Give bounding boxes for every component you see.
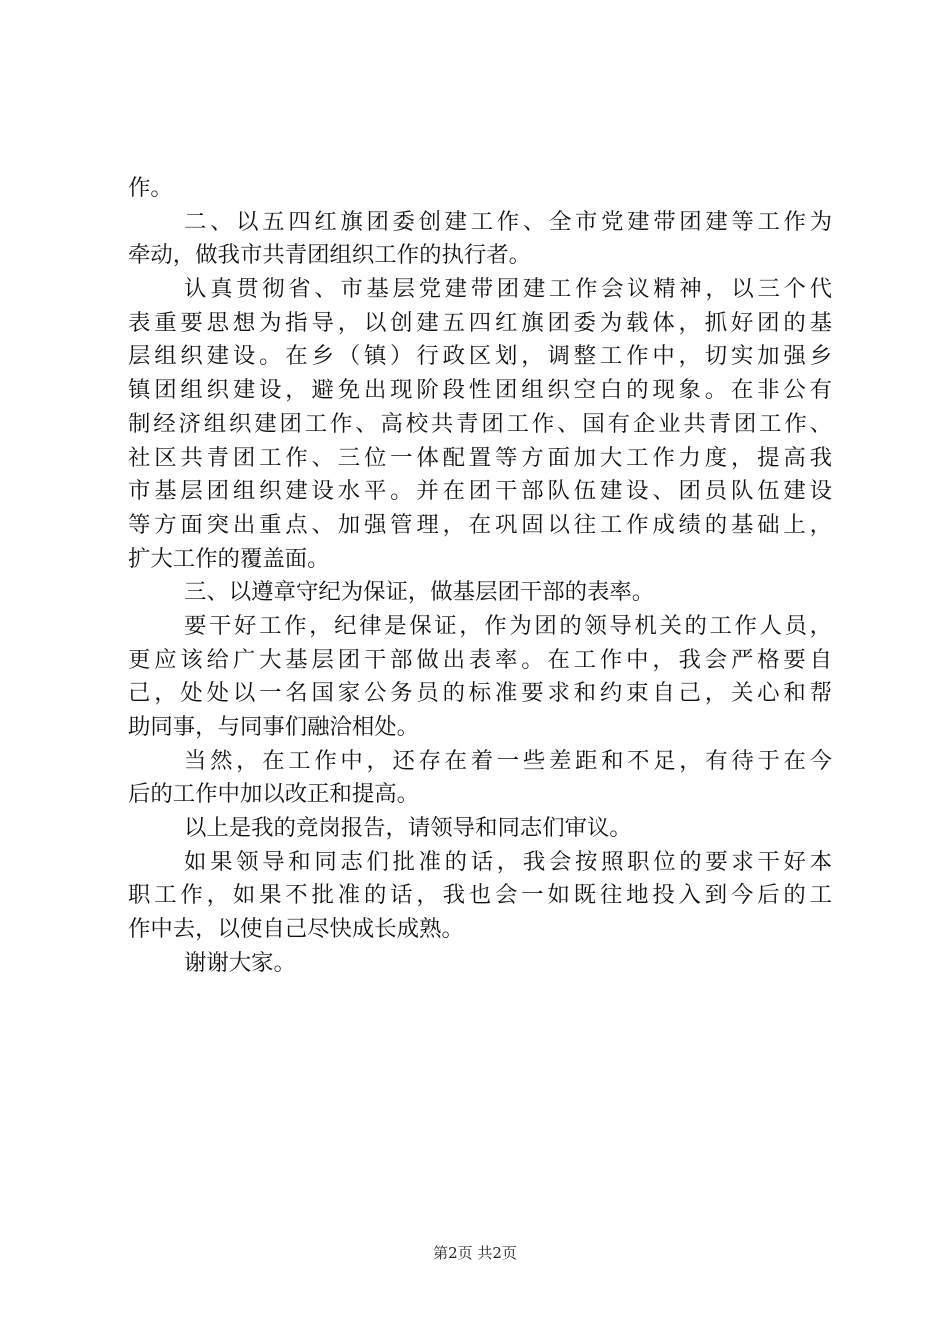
- paragraph-line: 后的工作中加以改正和提高。: [128, 781, 420, 808]
- paragraph-line: 职工作，如果不批准的话，我也会一如既往地投入到今后的工: [128, 882, 832, 909]
- paragraph-line: 助同事，与同事们融洽相处。: [128, 714, 420, 740]
- section-heading-line: 牵动，做我市共青团组织工作的执行者。: [128, 242, 532, 269]
- paragraph-line: 扩大工作的覆盖面。: [128, 545, 330, 572]
- paragraph-line: 更应该给广大基层团干部做出表率。在工作中，我会严格要自: [128, 646, 832, 673]
- document-body: [128, 172, 832, 981]
- page-footer: 第2页 共2页: [433, 1244, 517, 1262]
- paragraph-line: 当然，在工作中，还存在着一些差距和不足，有待于在今: [184, 747, 832, 774]
- paragraph-line: 认真贯彻省、市基层党建带团建工作会议精神，以三个代: [184, 276, 832, 303]
- paragraph-line: 等方面突出重点、加强管理，在巩固以往工作成绩的基础上，: [128, 511, 832, 538]
- paragraph-line: 作中去，以使自己尽快成长成熟。: [128, 916, 464, 943]
- paragraph-line: 社区共青团工作、三位一体配置等方面加大工作力度，提高我: [128, 444, 832, 471]
- paragraph-line: 己，处处以一名国家公务员的标准要求和约束自己，关心和帮: [128, 680, 832, 707]
- paragraph-line: 作。: [128, 175, 173, 201]
- paragraph-line: 表重要思想为指导，以创建五四红旗团委为载体，抓好团的基: [128, 309, 832, 336]
- closing-line: 谢谢大家。: [184, 949, 296, 976]
- paragraph-line: 以上是我的竞岗报告，请领导和同志们审议。: [184, 815, 632, 842]
- paragraph-line: 要干好工作，纪律是保证，作为团的领导机关的工作人员，: [184, 612, 832, 639]
- section-heading-line: 二、以五四红旗团委创建工作、全市党建带团建等工作为: [184, 208, 832, 235]
- paragraph-line: 层组织建设。在乡（镇）行政区划，调整工作中，切实加强乡: [128, 343, 832, 370]
- paragraph-line: 制经济组织建团工作、高校共青团工作、国有企业共青团工作、: [128, 410, 832, 437]
- paragraph-line: 如果领导和同志们批准的话，我会按照职位的要求干好本: [184, 848, 832, 875]
- paragraph-line: 镇团组织建设，避免出现阶段性团组织空白的现象。在非公有: [128, 377, 832, 404]
- paragraph-line: 市基层团组织建设水平。并在团干部队伍建设、团员队伍建设: [128, 478, 832, 505]
- section-heading-line: 三、以遵章守纪为保证，做基层团干部的表率。: [184, 579, 655, 606]
